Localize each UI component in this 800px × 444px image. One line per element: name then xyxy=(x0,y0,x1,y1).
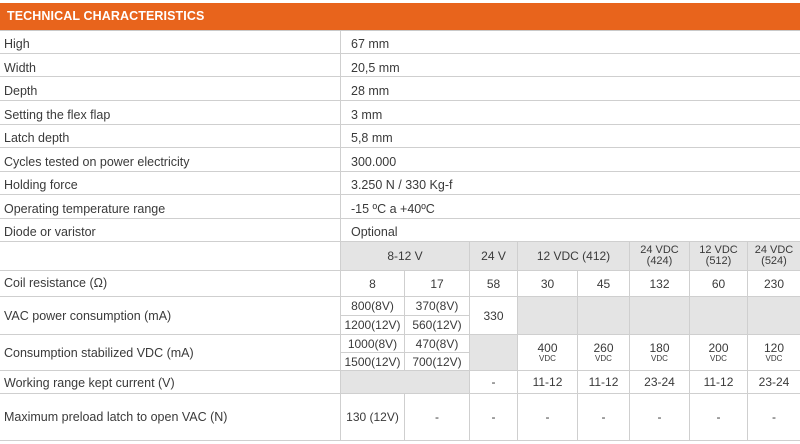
vdc-unit: VDC xyxy=(595,354,612,363)
preload-value: - xyxy=(545,410,550,424)
spec-label-depth: Depth xyxy=(4,84,38,98)
vdc-unit: VDC xyxy=(651,354,668,363)
spec-value-depth: 28 mm xyxy=(351,84,390,98)
working-value: 23-24 xyxy=(758,375,790,389)
vac-value: 370(8V) xyxy=(415,299,459,313)
vdc-number: 200 xyxy=(708,341,729,355)
vdc-unit: VDC xyxy=(765,354,783,363)
preload-value: - xyxy=(716,410,721,424)
table-title: TECHNICAL CHARACTERISTICS xyxy=(7,9,205,23)
vdc-value xyxy=(518,335,577,370)
vdc-value: 1500(12V) xyxy=(344,354,401,369)
spec-label-high: High xyxy=(4,37,30,51)
vdc-value: 470(8V) xyxy=(415,336,459,351)
spec-label-diode: Diode or varistor xyxy=(4,225,96,239)
preload-value: - xyxy=(435,410,439,424)
vac-value: 330 xyxy=(483,308,504,323)
spec-value-cycles: 300.000 xyxy=(351,155,397,169)
spec-value-high: 67 mm xyxy=(351,37,390,51)
vdc-value xyxy=(748,335,800,370)
working-value: 11-12 xyxy=(703,375,734,389)
spec-value-latch-depth: 5,8 mm xyxy=(351,131,393,145)
preload-value: - xyxy=(657,410,662,424)
voltage-header-24vdc-424 xyxy=(630,242,689,270)
voltage-header-12vdc-412: 12 VDC (412) xyxy=(536,249,611,263)
vdc-unit: VDC xyxy=(539,354,556,363)
working-value: 23-24 xyxy=(644,375,675,389)
preload-value: - xyxy=(772,410,776,424)
coil-value: 230 xyxy=(763,276,785,291)
vdc-value xyxy=(630,335,689,370)
vdc-value: 700(12V) xyxy=(412,354,462,369)
coil-value: 58 xyxy=(486,276,501,291)
spec-value-diode: Optional xyxy=(351,225,398,239)
preload-value: 130 (12V) xyxy=(346,410,399,424)
vdc-consumption-label: Consumption stabilized VDC (mA) xyxy=(4,346,194,360)
vdc-value: 1000(8V) xyxy=(347,336,398,351)
voltage-header-12vdc-512-line1: 12 VDC xyxy=(699,244,738,256)
coil-resistance-label: Coil resistance (Ω) xyxy=(4,276,108,290)
spec-label-holding-force: Holding force xyxy=(4,178,78,192)
vdc-number: 260 xyxy=(593,341,614,355)
vdc-value xyxy=(690,335,747,370)
working-value: 11-12 xyxy=(588,375,619,389)
coil-value: 17 xyxy=(430,276,444,291)
preload-label: Maximum preload latch to open VAC (N) xyxy=(4,410,228,424)
vac-value: 560(12V) xyxy=(412,318,462,332)
vdc-number: 180 xyxy=(649,341,670,355)
spec-value-width: 20,5 mm xyxy=(351,61,400,75)
voltage-header-24vdc-424-line1: 24 VDC xyxy=(640,244,679,256)
spec-label-latch-depth: Latch depth xyxy=(4,131,70,145)
vac-consumption-label: VAC power consumption (mA) xyxy=(4,309,172,323)
vac-value: 800(8V) xyxy=(351,299,394,313)
coil-value: 8 xyxy=(369,276,376,291)
voltage-header-24vdc-524 xyxy=(748,242,800,270)
spec-value-flex-flap: 3 mm xyxy=(351,108,383,122)
working-value: 11-12 xyxy=(532,375,563,389)
vdc-number: 120 xyxy=(763,341,785,355)
vdc-number: 400 xyxy=(537,341,558,355)
voltage-header-24vdc-524-line2: (524) xyxy=(761,255,787,267)
spec-value-temperature: -15 ºC a +40ºC xyxy=(351,202,435,216)
vdc-unit: VDC xyxy=(710,354,727,363)
coil-value: 132 xyxy=(649,276,670,291)
spec-label-cycles: Cycles tested on power electricity xyxy=(4,155,190,169)
table-header xyxy=(0,3,800,31)
voltage-header-24v: 24 V xyxy=(481,249,506,263)
coil-value: 60 xyxy=(711,276,726,291)
voltage-header-24vdc-524-line1: 24 VDC xyxy=(754,244,794,256)
coil-value: 30 xyxy=(540,276,555,291)
voltage-header-12vdc-512-line2: (512) xyxy=(705,255,732,267)
spec-label-temperature: Operating temperature range xyxy=(4,202,166,216)
spec-label-flex-flap: Setting the flex flap xyxy=(4,108,111,122)
working-range-label: Working range kept current (V) xyxy=(4,376,175,390)
voltage-header-24vdc-424-line2: (424) xyxy=(646,255,673,267)
vdc-value xyxy=(578,335,629,370)
working-value: - xyxy=(491,375,496,389)
vac-value: 1200(12V) xyxy=(344,318,401,332)
voltage-header-8-12v: 8-12 V xyxy=(387,249,423,263)
preload-value: - xyxy=(601,410,606,424)
spec-value-holding-force: 3.250 N / 330 Kg-f xyxy=(351,178,453,192)
spec-label-width: Width xyxy=(4,61,36,75)
preload-value: - xyxy=(491,410,496,424)
coil-value: 45 xyxy=(596,276,611,291)
voltage-header-12vdc-512 xyxy=(690,242,747,270)
